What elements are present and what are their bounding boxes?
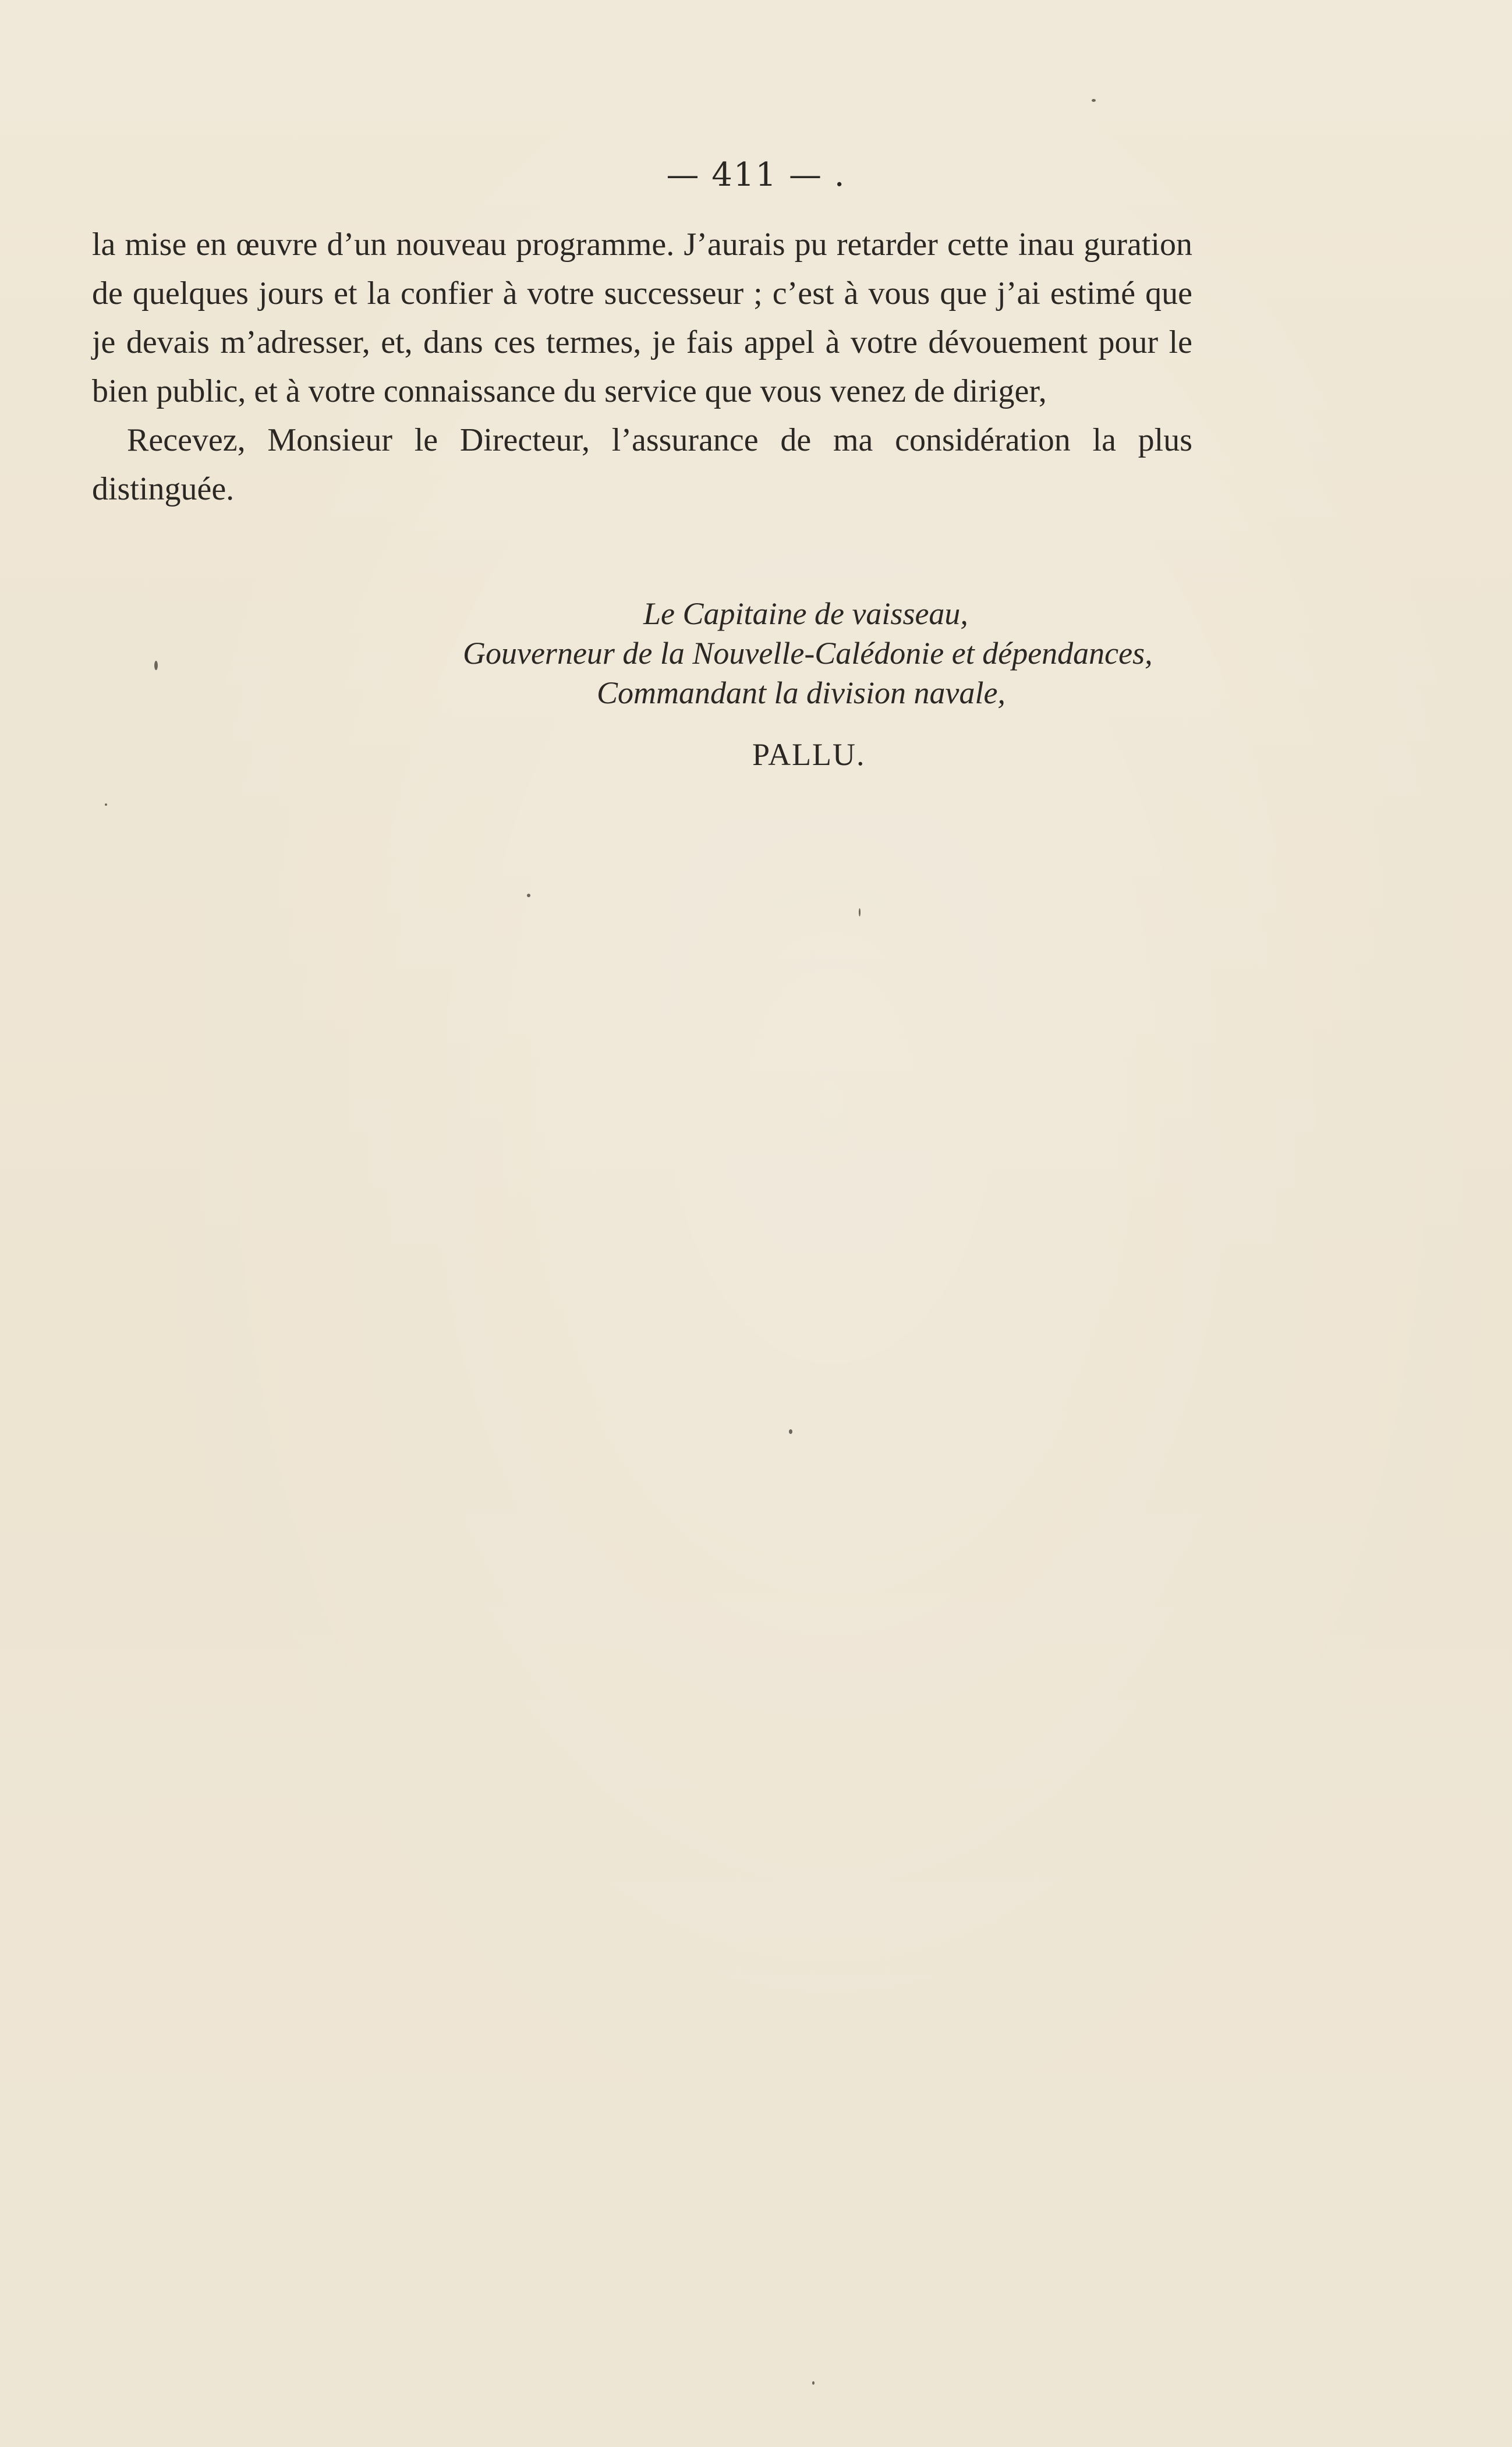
paper-speck [154,661,158,670]
signature-title: Commandant la division navale, [597,675,1005,710]
paper-speck [812,2381,815,2385]
page-number: — 411 — . [666,156,846,194]
paragraph: Recevez, Monsieur le Directeur, l’assurance de ma considération la plus distinguée. [92,422,1192,507]
signature-title: Le Capitaine de vaisseau, [643,596,968,631]
paper-speck [1092,99,1096,102]
paper-speck [527,894,530,897]
paper-speck [859,908,861,916]
signature-name: PALLU. [752,737,866,772]
paper-speck [105,803,107,806]
letter-body [92,220,1192,514]
paper-speck [789,1429,792,1434]
paragraph: la mise en œuvre d’un nouveau programme. J’aurais pu retarder cette inau guration de quelques jours et la confier à votre successeur ; c’est à vous que j’ai estimé que je devais m’adresser, et, dans ces termes, je fais appel à votre dévouement pour le bien public, et à votre connaissance du service que vous venez de diriger, [92,226,1192,409]
signature-title: Gouverneur de la Nouvelle-Calédonie et dépendances, [463,636,1153,671]
